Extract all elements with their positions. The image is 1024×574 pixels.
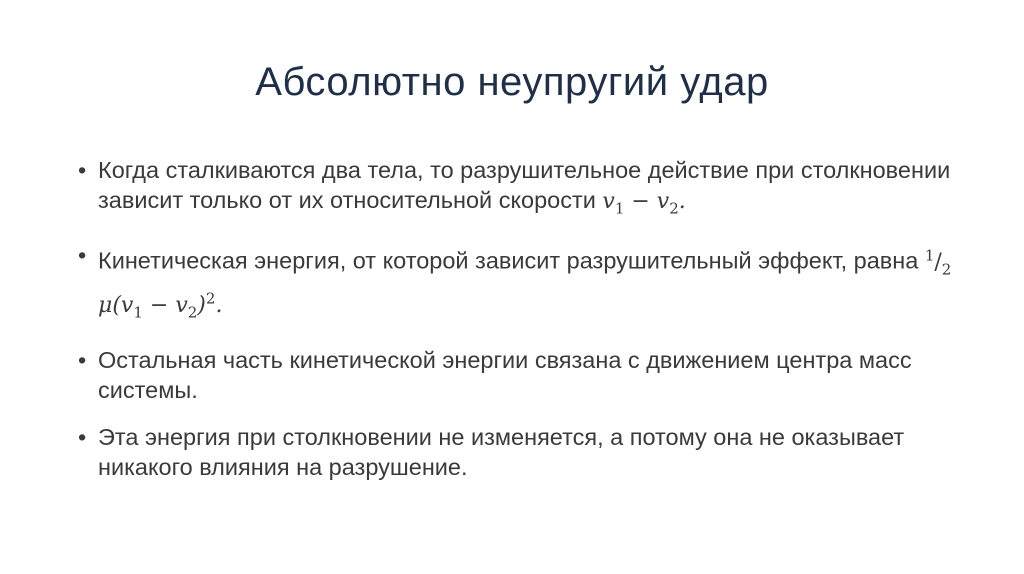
bullet-item-relative-speed <box>76 155 956 223</box>
bullet-text: Кинетическая энергия, от которой зависит разрушительный эффект, равна <box>98 247 925 274</box>
bullet-dot: • <box>78 423 87 450</box>
bullet-dot: • <box>78 157 87 183</box>
bullet-dot: • <box>78 346 87 373</box>
formula-kinetic-energy: $^1/_2$ $\mu(v_1 - v_2)^2$. <box>98 246 952 322</box>
bullet-text: Остальная часть кинетической энергии связана с движением центра масс системы. <box>98 346 912 403</box>
bullet-list <box>76 155 956 499</box>
bullet-item-center-of-mass <box>76 345 956 405</box>
bullet-item-kinetic-energy <box>76 240 956 327</box>
bullet-text: Когда сталкиваются два тела, то разрушительное действие при столкновении зависит только от их относительной скорости <box>98 157 951 213</box>
formula-relative-velocity: $v_1 - v_2$. <box>602 189 686 218</box>
bullet-text: Эта энергия при столкновении не изменяется, а потому она не оказывает никакого влияния на разрушение. <box>98 423 905 480</box>
bullet-dot: • <box>78 242 87 269</box>
slide-title: Абсолютно неупругий удар <box>255 60 769 104</box>
bullet-item-no-effect <box>76 422 956 482</box>
